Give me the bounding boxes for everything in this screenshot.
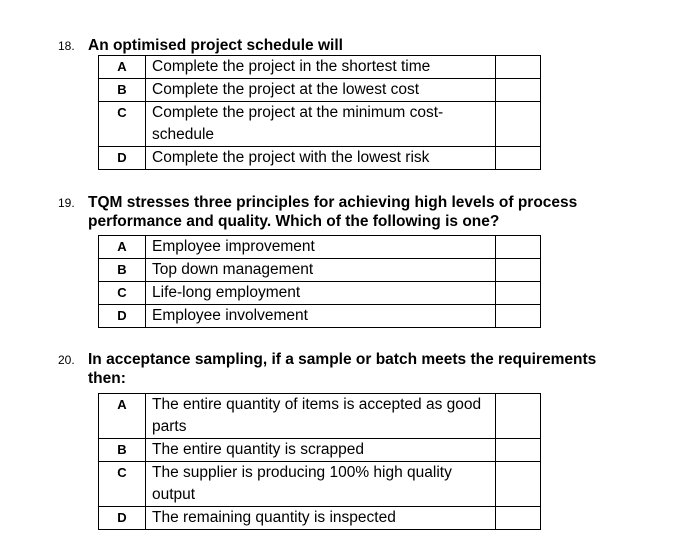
- answer-cell[interactable]: [496, 439, 541, 462]
- option-letter: D: [99, 507, 146, 530]
- answer-cell[interactable]: [496, 305, 541, 328]
- option-text: Top down management: [146, 259, 496, 282]
- option-text: The entire quantity is scrapped: [146, 439, 496, 462]
- option-letter: A: [99, 56, 146, 79]
- option-row[interactable]: [99, 102, 541, 147]
- option-text: Life-long employment: [146, 282, 496, 305]
- option-text: Employee involvement: [146, 305, 496, 328]
- stem-line: An optimised project schedule will: [88, 37, 343, 54]
- option-row[interactable]: [99, 462, 541, 507]
- answer-cell[interactable]: [496, 394, 541, 439]
- answer-cell[interactable]: [496, 102, 541, 147]
- option-row[interactable]: [99, 56, 541, 79]
- option-letter: D: [99, 305, 146, 328]
- answer-cell[interactable]: [496, 507, 541, 530]
- option-row[interactable]: [99, 147, 541, 170]
- answer-cell[interactable]: [496, 236, 541, 259]
- option-text: Complete the project in the shortest time: [146, 56, 496, 79]
- options-table-18: [98, 55, 541, 170]
- option-letter: B: [99, 439, 146, 462]
- question-stem: [58, 193, 658, 231]
- question-number: 20.: [58, 353, 75, 367]
- question-number: 18.: [58, 39, 75, 53]
- option-letter: C: [99, 462, 146, 507]
- answer-cell[interactable]: [496, 147, 541, 170]
- option-row[interactable]: [99, 394, 541, 439]
- stem-line: TQM stresses three principles for achieving high levels of process: [88, 194, 578, 211]
- option-text: The supplier is producing 100% high quality output: [146, 462, 496, 507]
- option-row[interactable]: [99, 305, 541, 328]
- answer-cell[interactable]: [496, 79, 541, 102]
- option-row[interactable]: [99, 79, 541, 102]
- answer-cell[interactable]: [496, 56, 541, 79]
- stem-line: performance and quality. Which of the following is one?: [88, 213, 500, 230]
- option-row[interactable]: [99, 507, 541, 530]
- option-letter: C: [99, 282, 146, 305]
- answer-cell[interactable]: [496, 282, 541, 305]
- option-letter: A: [99, 236, 146, 259]
- options-table-19: [98, 235, 541, 328]
- option-text: Complete the project at the lowest cost: [146, 79, 496, 102]
- option-letter: B: [99, 79, 146, 102]
- option-text: Employee improvement: [146, 236, 496, 259]
- option-text: Complete the project with the lowest risk: [146, 147, 496, 170]
- option-letter: B: [99, 259, 146, 282]
- question-20: [58, 350, 658, 388]
- stem-line: In acceptance sampling, if a sample or batch meets the requirements: [88, 351, 597, 368]
- question-19: [58, 193, 658, 231]
- option-row[interactable]: [99, 259, 541, 282]
- option-row[interactable]: [99, 439, 541, 462]
- question-stem: [58, 36, 658, 55]
- option-text: The remaining quantity is inspected: [146, 507, 496, 530]
- option-letter: A: [99, 394, 146, 439]
- option-text: The entire quantity of items is accepted as good parts: [146, 394, 496, 439]
- options-table-20: [98, 393, 541, 530]
- option-letter: D: [99, 147, 146, 170]
- option-row[interactable]: [99, 282, 541, 305]
- option-text: Complete the project at the minimum cost-schedule: [146, 102, 496, 147]
- answer-cell[interactable]: [496, 462, 541, 507]
- question-18: [58, 36, 658, 55]
- question-stem: [58, 350, 658, 388]
- answer-cell[interactable]: [496, 259, 541, 282]
- option-row[interactable]: [99, 236, 541, 259]
- stem-line: then:: [88, 370, 126, 387]
- question-number: 19.: [58, 196, 75, 210]
- option-letter: C: [99, 102, 146, 147]
